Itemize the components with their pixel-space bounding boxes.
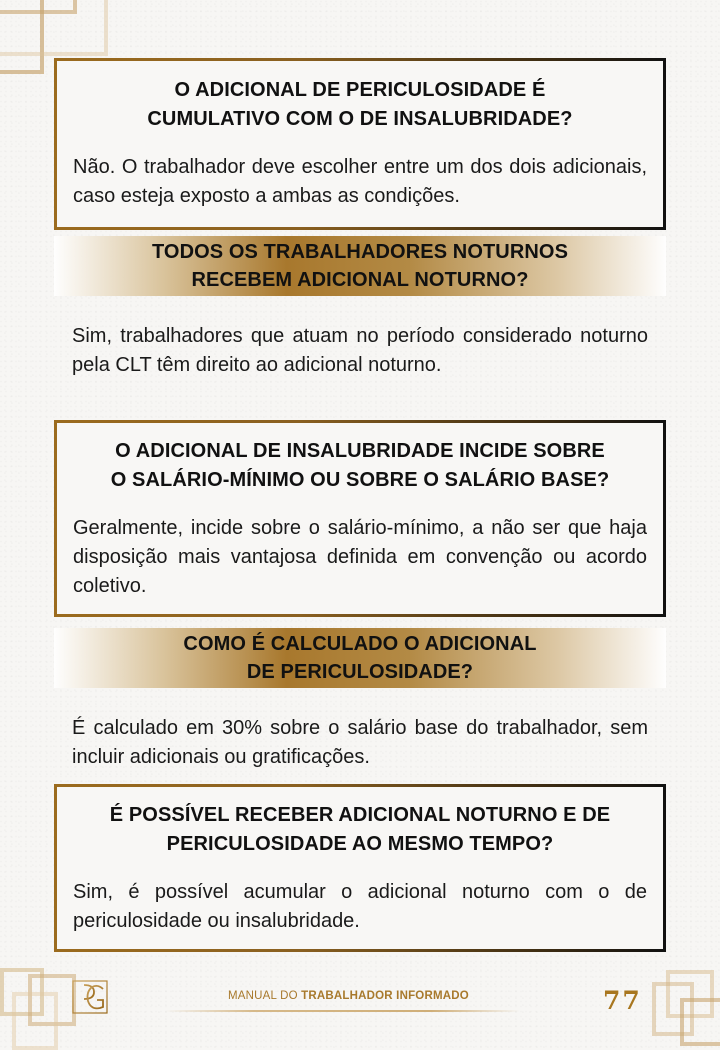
question-line: É POSSÍVEL RECEBER ADICIONAL NOTURNO E DE: [109, 804, 611, 826]
faq-answer: Não. O trabalhador deve escolher entre um dos dois adicionais, caso esteja exposto a ambas as condições.: [73, 156, 647, 207]
question-line: CUMULATIVO COM O DE INSALUBRIDADE?: [147, 108, 573, 130]
faq-item-1: [54, 58, 666, 230]
decorative-frame-bottom-right-3: [680, 998, 720, 1046]
footer-divider: [165, 1010, 520, 1012]
faq-question: [152, 238, 568, 294]
question-line: DE PERICULOSIDADE?: [246, 661, 474, 683]
question-line: TODOS OS TRABALHADORES NOTURNOS: [151, 241, 569, 263]
faq-question: [73, 801, 647, 859]
faq-answer: Geralmente, incide sobre o salário-mínimo, a não ser que haja disposição mais vantajosa definida em convenção ou acordo coletivo.: [73, 517, 647, 597]
faq-question: [73, 437, 647, 495]
title-emphasis: TRABALHADOR INFORMADO: [301, 990, 469, 1002]
decorative-frame-bottom-left-3: [12, 992, 58, 1050]
decorative-frame-bottom-right-1: [666, 970, 714, 1018]
decorative-frame-bottom-left-1: [0, 968, 44, 1016]
decorative-frame-top-left-3: [0, 0, 77, 14]
document-title: [228, 990, 469, 1002]
question-line: O ADICIONAL DE INSALUBRIDADE INCIDE SOBRE: [115, 440, 605, 462]
question-line: O SALÁRIO-MÍNIMO OU SOBRE O SALÁRIO BASE?: [110, 469, 610, 491]
title-prefix: MANUAL DO: [228, 990, 298, 1002]
decorative-frame-bottom-left-2: [28, 974, 76, 1026]
question-line: COMO É CALCULADO O ADICIONAL: [183, 633, 537, 655]
faq-item-3: [54, 420, 666, 617]
faq-item-4-question-banner: [54, 628, 666, 688]
decorative-frame-top-left-1: [0, 0, 44, 74]
page-number: 77: [603, 986, 642, 1015]
question-line: PERICULOSIDADE AO MESMO TEMPO?: [166, 833, 554, 855]
faq-item-2-answer: Sim, trabalhadores que atuam no período considerado noturno pela CLT têm direito ao adicional noturno.: [72, 325, 648, 376]
question-line: RECEBEM ADICIONAL NOTURNO?: [191, 269, 529, 291]
decorative-frame-bottom-right-2: [652, 982, 694, 1036]
faq-item-5: [54, 784, 666, 952]
pg-monogram-logo-icon: [72, 980, 108, 1014]
faq-item-4-answer: É calculado em 30% sobre o salário base do trabalhador, sem incluir adicionais ou gratificações.: [72, 717, 648, 768]
faq-question: [183, 630, 536, 686]
decorative-frame-top-left-2: [0, 0, 108, 56]
faq-item-2-question-banner: [54, 236, 666, 296]
faq-answer: Sim, é possível acumular o adicional noturno com o de periculosidade ou insalubridade.: [73, 881, 647, 932]
question-line: O ADICIONAL DE PERICULOSIDADE É: [174, 79, 546, 101]
faq-question: [73, 76, 647, 134]
